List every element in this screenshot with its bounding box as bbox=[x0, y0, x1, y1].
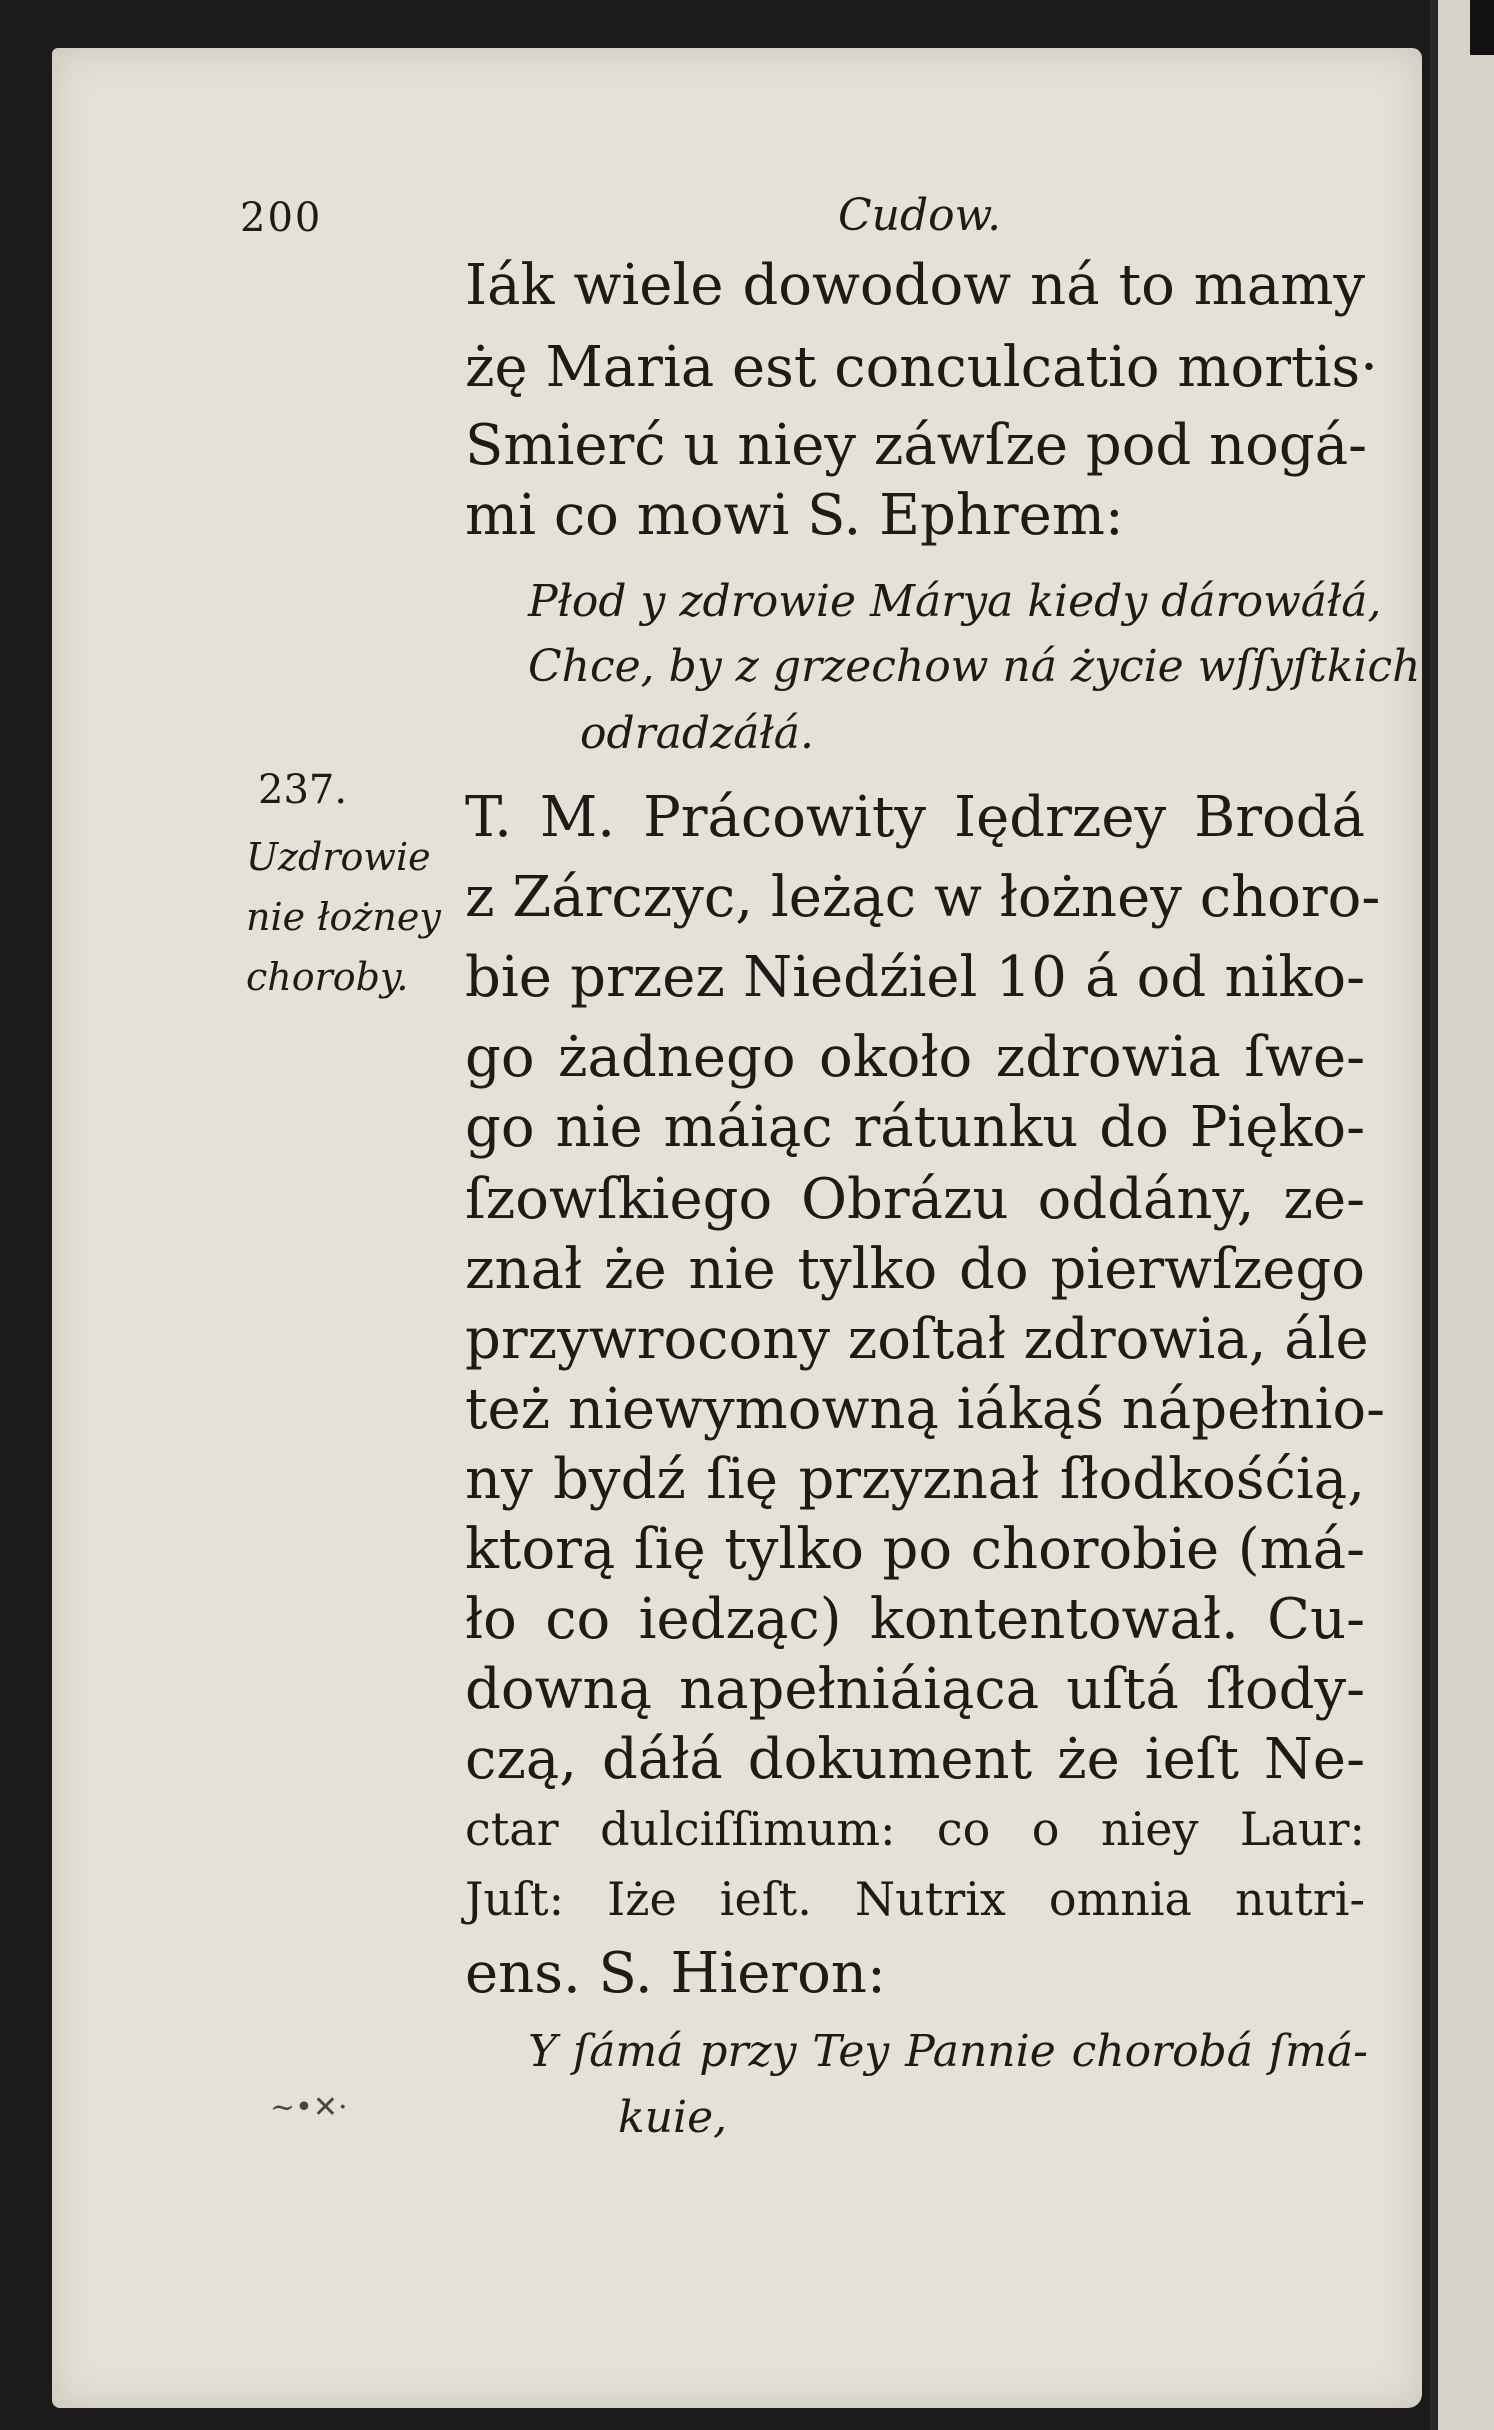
printer-ornament: ~•✕· bbox=[270, 2090, 348, 2125]
body-line: ſzowſkiego Obrázu oddány, ze- bbox=[465, 1167, 1365, 1232]
body-line: ctar dulciſſimum: co o niey Laur: bbox=[465, 1802, 1365, 1856]
verse-line: odradzáłá. bbox=[580, 708, 814, 759]
gutter-shadow bbox=[1430, 0, 1438, 2430]
body-line: ens. S. Hieron: bbox=[465, 1941, 886, 2006]
body-line: downą napełniáiąca uſtá ſłody- bbox=[465, 1657, 1365, 1722]
body-line: bie przez Niedźiel 10 á od niko- bbox=[465, 945, 1365, 1010]
body-line: ktorą ſię tylko po chorobie (má- bbox=[465, 1517, 1365, 1582]
body-line: ny bydź ſię przyznał ſłodkośćią, bbox=[465, 1447, 1365, 1512]
body-line: znał że nie tylko do pierwſzego bbox=[465, 1237, 1365, 1302]
margin-number: 237. bbox=[258, 767, 348, 813]
facing-page-edge bbox=[1430, 0, 1494, 2430]
body-line: go żadnego około zdrowia ſwe- bbox=[465, 1025, 1365, 1090]
body-line: Iák wiele dowodow ná to mamy bbox=[465, 253, 1365, 318]
binding-mark bbox=[1470, 0, 1494, 55]
margin-note-line: choroby. bbox=[246, 955, 409, 999]
page-number: 200 bbox=[240, 195, 323, 241]
body-line: ło co iedząc) kontentował. Cu- bbox=[465, 1587, 1365, 1652]
body-line: czą, dáłá dokument że ieſt Ne- bbox=[465, 1727, 1365, 1792]
body-line: Smierć u niey záwſze pod nogá- bbox=[465, 413, 1368, 478]
body-line: żę Maria est conculcatio mortis· bbox=[465, 335, 1378, 400]
body-line: też niewymowną iákąś nápełnio- bbox=[465, 1377, 1386, 1442]
body-line: go nie máiąc rátunku do Pięko- bbox=[465, 1095, 1365, 1160]
verse-line: Chce, by z grzechow ná życie wſſyſtkich bbox=[528, 641, 1421, 692]
verse-line: Y ſámá przy Tey Pannie chorobá ſmá- bbox=[528, 2026, 1368, 2077]
margin-note-line: nie łożney bbox=[246, 895, 441, 939]
body-line: mi co mowi S. Ephrem: bbox=[465, 483, 1124, 548]
body-line: T. M. Prácowity Iędrzey Brodá bbox=[465, 785, 1365, 850]
running-title: Cudow. bbox=[838, 190, 1002, 241]
body-line: z Zárczyc, leżąc w łożney choro- bbox=[465, 865, 1381, 930]
verse-line: Płod y zdrowie Márya kiedy dárowáłá, bbox=[528, 576, 1382, 627]
body-line: przywrocony zoſtał zdrowia, ále bbox=[465, 1307, 1369, 1372]
verse-line: kuie, bbox=[618, 2092, 728, 2143]
margin-note-line: Uzdrowie bbox=[246, 835, 431, 879]
body-line: Juſt: Iże ieſt. Nutrix omnia nutri- bbox=[465, 1872, 1365, 1926]
